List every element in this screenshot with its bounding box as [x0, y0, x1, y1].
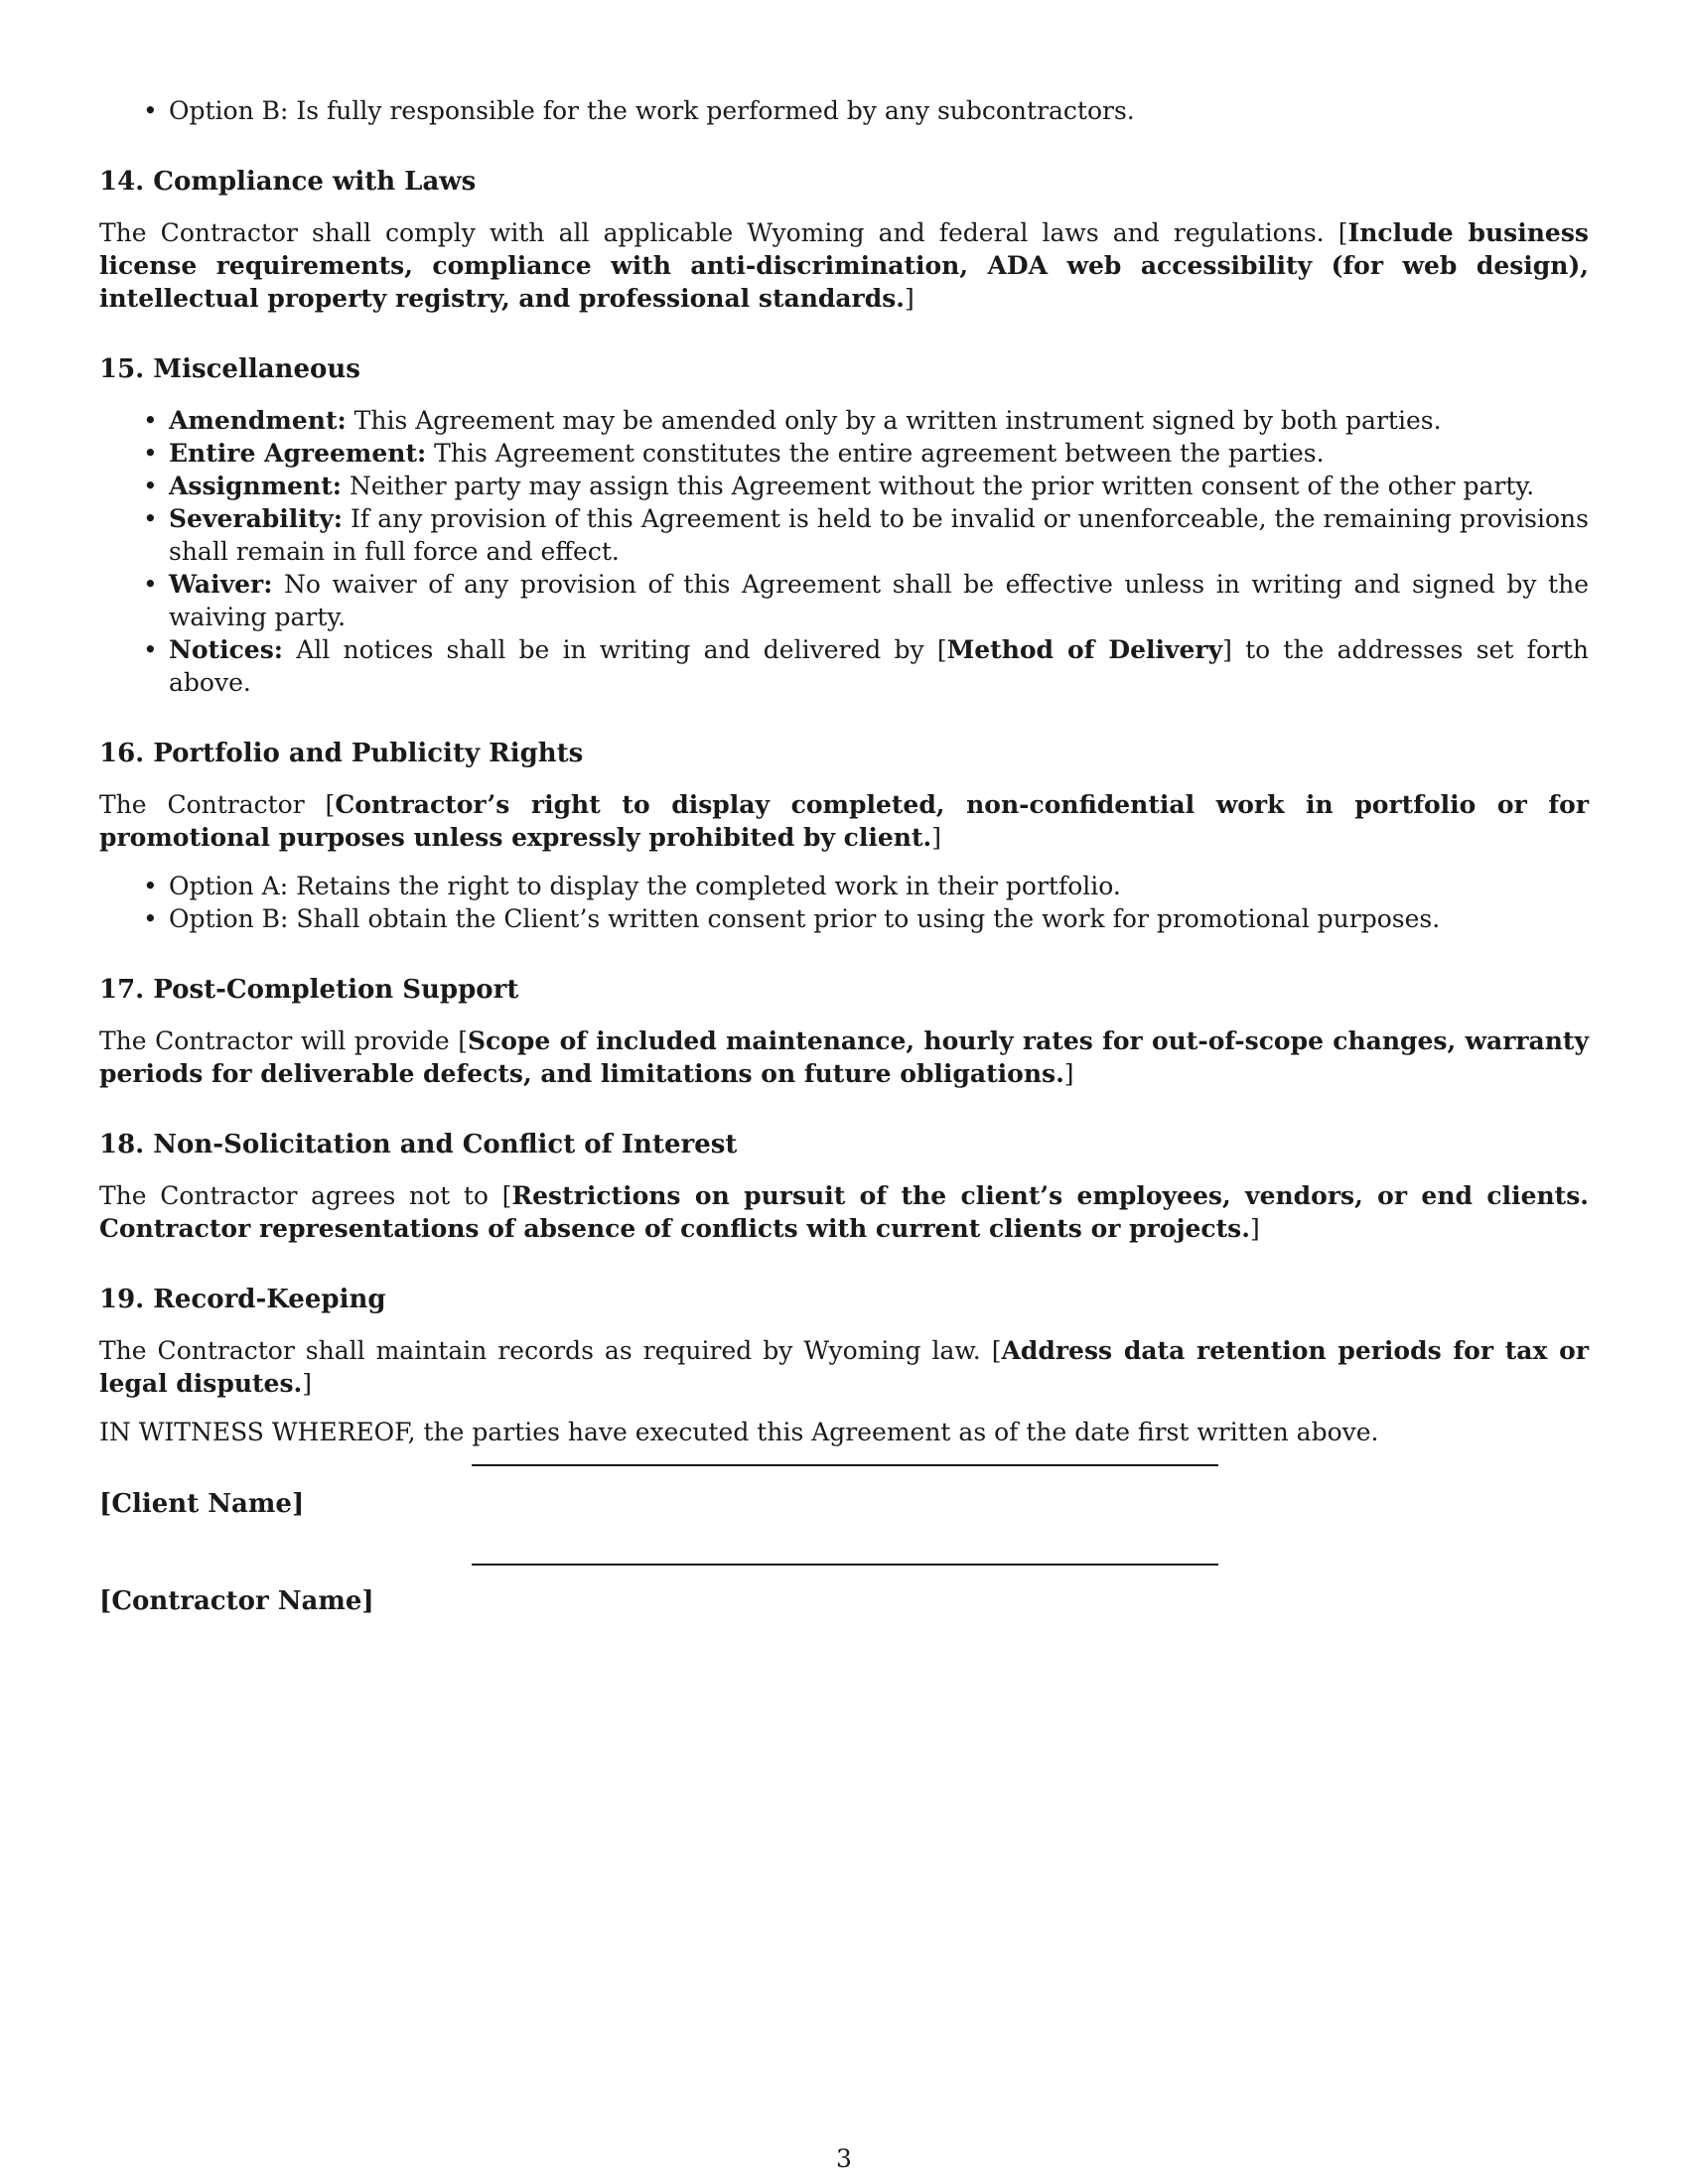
miscellaneous-list [99, 404, 1589, 699]
option-list-top [99, 94, 1589, 127]
client-signature-line [472, 1464, 1218, 1466]
portfolio-options-list [99, 870, 1589, 935]
contractor-name-label: [Contractor Name] [99, 1586, 374, 1616]
list-item-notices: • Notices: All notices shall be in writing and delivered by [Method of Delivery] to the addresses set forth above. [99, 633, 1589, 699]
section-16-heading: 16. Portfolio and Publicity Rights [99, 739, 584, 768]
section-14-text: The Contractor shall comply with all applicable Wyoming and federal laws and regulations. [Include business license requirements, compliance with anti-discrimination, ADA web accessibility (for web design), intellectual property registry, and professional standards.] [99, 218, 1589, 313]
section-16-text: The Contractor [Contractor’s right to display completed, non-confidential work in portfolio or for promotional purposes unless expressly prohibited by client.] [99, 790, 1589, 852]
section-18-text: The Contractor agrees not to [Restrictions on pursuit of the client’s employees, vendors, or end clients. Contractor representations of absence of conflicts with current clients or projects.] [99, 1181, 1589, 1243]
section-14-heading: 14. Compliance with Laws [99, 167, 477, 197]
list-item: • Option B: Is fully responsible for the work performed by any subcontractors. [99, 94, 1589, 127]
document-body [99, 94, 1589, 1448]
list-item: • Option A: Retains the right to display the completed work in their portfolio. [99, 870, 1589, 902]
section-15-heading: 15. Miscellaneous [99, 354, 360, 384]
list-item-amendment: • Amendment: This Agreement may be amended only by a written instrument signed by both parties. [99, 404, 1589, 437]
list-item: • Option B: Shall obtain the Client’s written consent prior to using the work for promotional purposes. [99, 902, 1589, 935]
section-19-heading: 19. Record-Keeping [99, 1285, 386, 1314]
list-item-waiver: • Waiver: No waiver of any provision of this Agreement shall be effective unless in writing and signed by the waiving party. [99, 568, 1589, 633]
section-18-heading: 18. Non-Solicitation and Conflict of Interest [99, 1130, 738, 1160]
list-item-entire-agreement: • Entire Agreement: This Agreement constitutes the entire agreement between the parties. [99, 437, 1589, 470]
section-19-text: The Contractor shall maintain records as required by Wyoming law. [Address data retention periods for tax or legal disputes.] [99, 1336, 1589, 1398]
page-number: 3 [836, 2144, 852, 2173]
section-17-heading: 17. Post-Completion Support [99, 975, 519, 1005]
witness-statement: IN WITNESS WHEREOF, the parties have executed this Agreement as of the date first written above. [99, 1418, 1379, 1446]
section-17-text: The Contractor will provide [Scope of included maintenance, hourly rates for out-of-scope changes, warranty periods for deliverable defects, and limitations on future obligations.] [99, 1026, 1589, 1088]
client-name-label: [Client Name] [99, 1489, 305, 1519]
list-item-assignment: • Assignment: Neither party may assign this Agreement without the prior written consent of the other party. [99, 470, 1589, 502]
list-item-severability: • Severability: If any provision of this Agreement is held to be invalid or unenforceable, the remaining provisions shall remain in full force and effect. [99, 502, 1589, 568]
contractor-signature-line [472, 1564, 1218, 1566]
